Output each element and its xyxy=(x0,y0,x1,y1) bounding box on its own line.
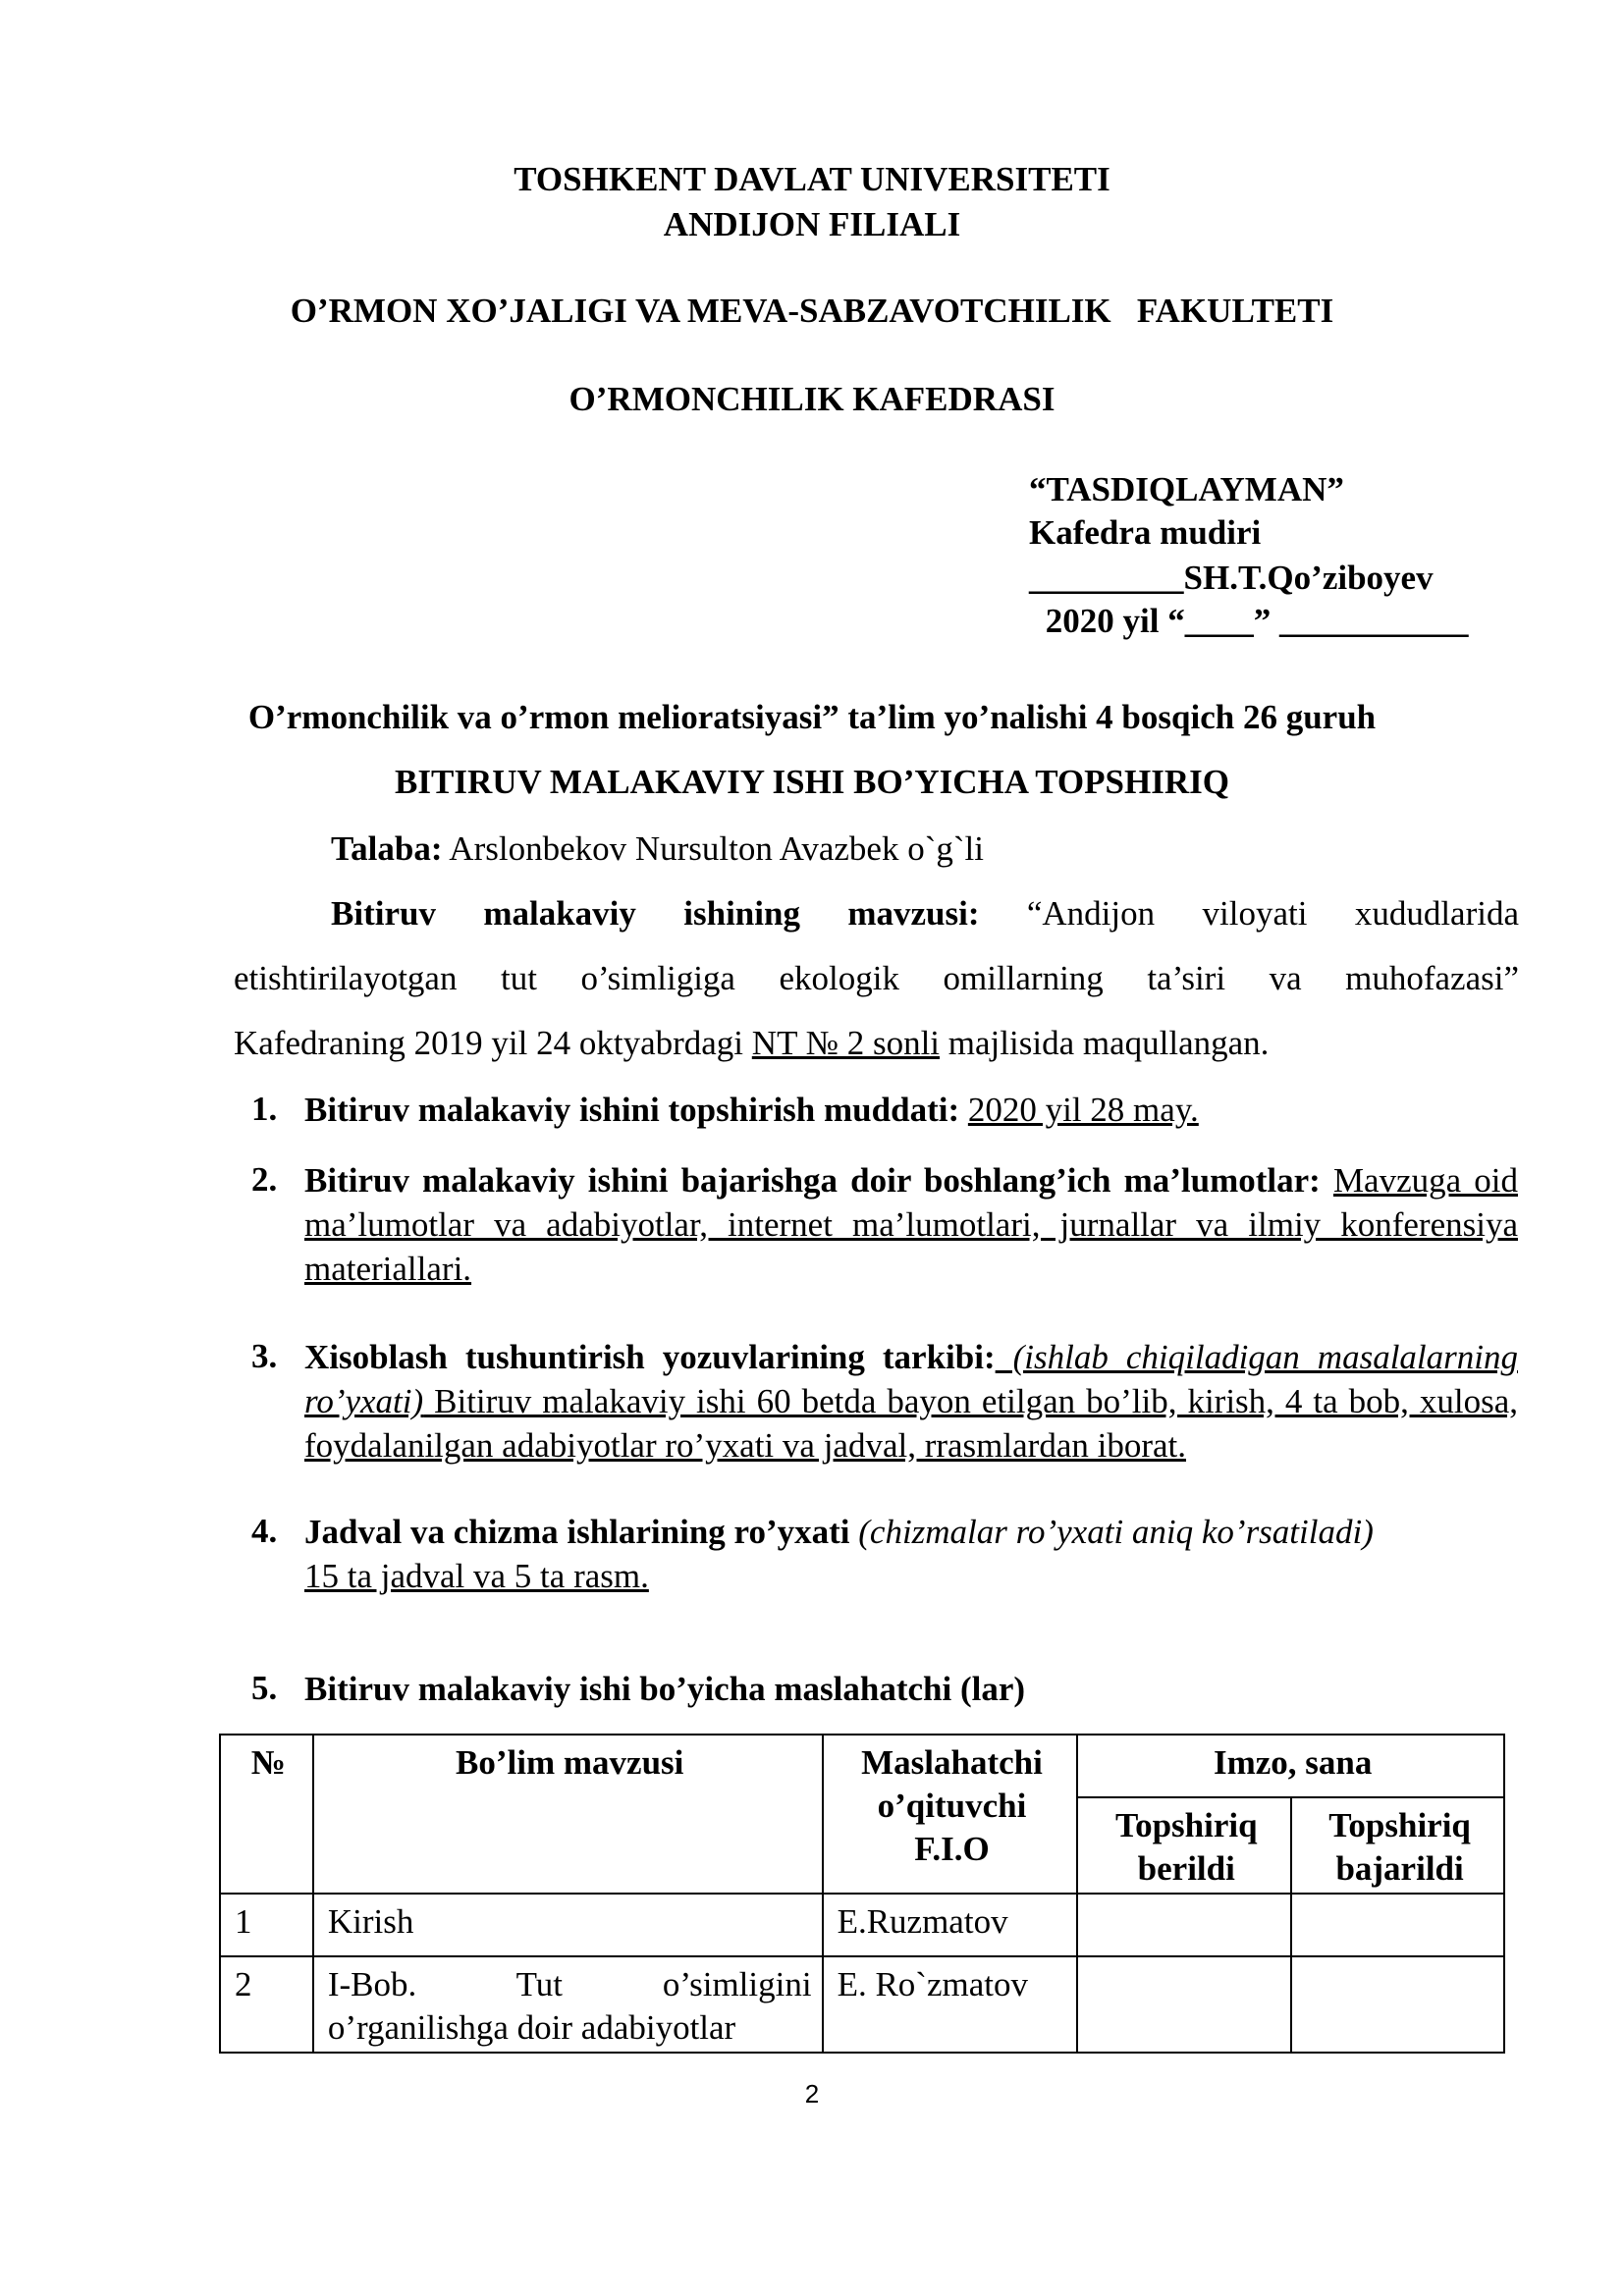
row-section: I-Bob. Tut o’simligini o’rganilishga doir adabiyotlar xyxy=(313,1956,823,2053)
col-header-signature: Imzo, sana xyxy=(1077,1735,1504,1797)
row-advisor: E.Ruzmatov xyxy=(823,1894,1078,1956)
row-number: 2 xyxy=(220,1956,313,2053)
item-1-number: 1. xyxy=(251,1090,278,1128)
item-3-value: Bitiruv malakaviy ishi 60 betda bayon etilgan bo’lib, kirish, 4 ta bob, xulosa, foydalanilgan adabiyotlar ro’yxati va jadval, rrasmlardan iborat. xyxy=(304,1382,1518,1465)
row-number: 1 xyxy=(220,1894,313,1956)
item-1-value: 2020 yil 28 may. xyxy=(967,1091,1199,1129)
topic-line-1 xyxy=(331,891,1519,936)
item-2-label: Bitiruv malakaviy ishini bajarishga doir boshlang’ich ma’lumotlar: xyxy=(304,1161,1321,1200)
university-name: TOSHKENT DAVLAT UNIVERSITETI xyxy=(514,160,1110,198)
page-number: 2 xyxy=(804,2079,820,2109)
consultants-table xyxy=(219,1734,1505,2054)
item-2-value: Mavzuga oid ma’lumotlar va adabiyotlar, internet ma’lumotlari, jurnallar va ilmiy konferensiya materiallari. xyxy=(304,1161,1518,1288)
document-title: BITIRUV MALAKAVIY ISHI BO’YICHA TOPSHIRIQ xyxy=(395,763,1229,801)
row-given xyxy=(1077,1894,1291,1956)
student-name: Arslonbekov Nursulton Avazbek o`g`li xyxy=(442,829,984,868)
item-2-number: 2. xyxy=(251,1160,278,1199)
row-done xyxy=(1291,1894,1504,1956)
item-3-label: Xisoblash tushuntirish yozuvlarining tarkibi: xyxy=(304,1338,996,1376)
row-section: Kirish xyxy=(313,1894,823,1956)
item-2 xyxy=(304,1158,1518,1291)
item-4-number: 4. xyxy=(251,1512,278,1550)
topic-approved-suffix: majlisida maqullangan. xyxy=(940,1024,1270,1062)
col-header-number: № xyxy=(220,1735,313,1894)
topic-text-2: etishtirilayotgan tut o’simligiga ekologik omillarning ta’siri va muhofazasi” xyxy=(234,959,1519,997)
item-4-value: 15 ta jadval va 5 ta rasm. xyxy=(304,1557,649,1595)
col-header-section: Bo’lim mavzusi xyxy=(313,1735,823,1894)
approval-title: “TASDIQLAYMAN” xyxy=(1029,470,1344,508)
col-header-done: Topshiriq bajarildi xyxy=(1291,1797,1504,1894)
approval-signature: _________SH.T.Qo’ziboyev xyxy=(1029,559,1434,597)
table-row xyxy=(220,1956,1504,2053)
faculty-name: O’RMON XO’JALIGI VA MEVA-SABZAVOTCHILIK FAKULTETI xyxy=(290,292,1334,330)
topic-label: Bitiruv malakaviy ishining mavzusi: xyxy=(331,894,980,933)
topic-protocol: NT № 2 sonli xyxy=(751,1024,941,1062)
row-given xyxy=(1077,1956,1291,2053)
item-4-label: Jadval va chizma ishlarining ro’yxati xyxy=(304,1513,850,1551)
item-5-number: 5. xyxy=(251,1669,278,1707)
item-3 xyxy=(304,1335,1518,1468)
item-1 xyxy=(304,1088,1518,1132)
table-header-row xyxy=(220,1735,1504,1797)
topic-approved-prefix: Kafedraning 2019 yil 24 oktyabrdagi xyxy=(234,1024,752,1062)
student-label: Talaba: xyxy=(331,829,443,868)
approval-date: 2020 yil “____” ___________ xyxy=(1037,602,1469,640)
row-advisor: E. Ro`zmatov xyxy=(823,1956,1078,2053)
row-done xyxy=(1291,1956,1504,2053)
item-4 xyxy=(304,1510,1518,1598)
student-line xyxy=(331,827,984,872)
item-3-number: 3. xyxy=(251,1337,278,1375)
table-row xyxy=(220,1894,1504,1956)
item-1-label: Bitiruv malakaviy ishini topshirish muddati: xyxy=(304,1091,960,1129)
branch-name: ANDIJON FILIALI xyxy=(663,205,961,243)
department-name: O’RMONCHILIK KAFEDRASI xyxy=(568,380,1056,418)
approval-role: Kafedra mudiri xyxy=(1029,513,1262,552)
item-3-hint: (ishlab chiqiladigan masalalarning ro’yxati) xyxy=(304,1338,1518,1420)
col-header-given: Topshiriq berildi xyxy=(1077,1797,1291,1894)
topic-approved xyxy=(234,1021,1269,1066)
item-4-hint: (chizmalar ro’yxati aniq ko’rsatiladi) xyxy=(849,1513,1374,1551)
item-5-label: Bitiruv malakaviy ishi bo’yicha maslahatchi (lar) xyxy=(304,1670,1026,1708)
topic-text-1: “Andijon viloyati xududlarida xyxy=(1026,894,1519,933)
col-header-advisor: Maslahatchi o’qituvchi F.I.O xyxy=(823,1735,1078,1894)
study-direction: O’rmonchilik va o’rmon melioratsiyasi” ta’lim yo’nalishi 4 bosqich 26 guruh xyxy=(247,698,1377,736)
